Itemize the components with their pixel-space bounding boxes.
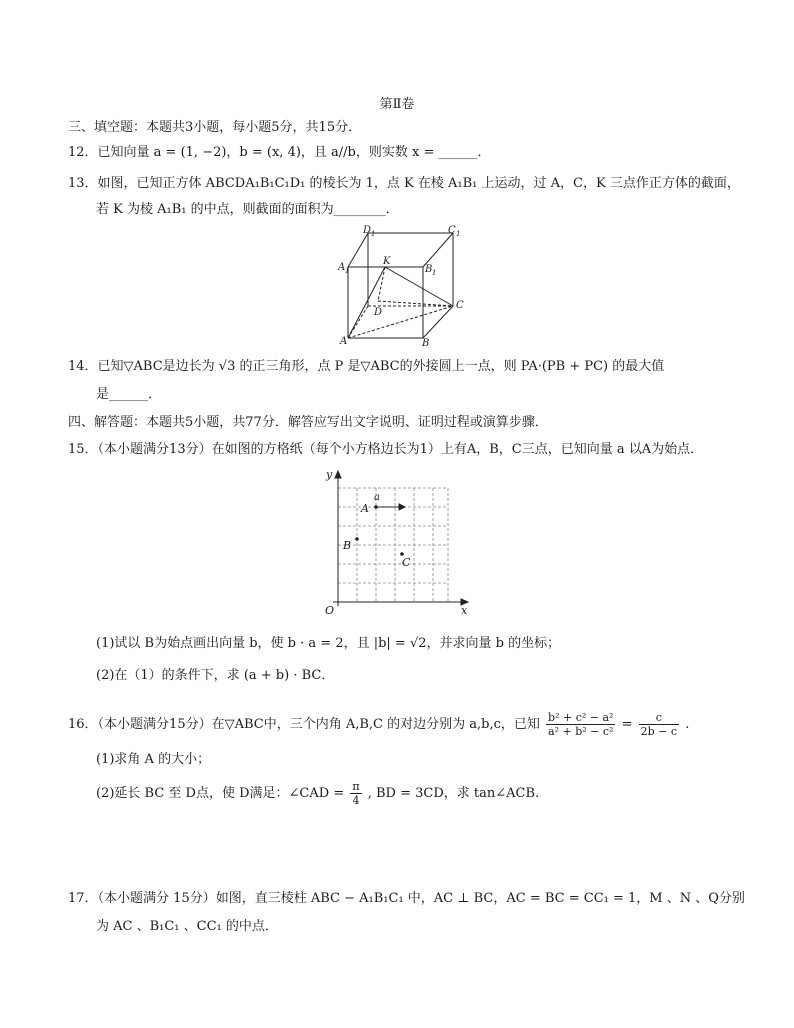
question-15-part1: (1)试以 B为始点画出向量 b，使 b · a = 2，且 |b| = √2，并求向量 b 的坐标； [96, 636, 561, 651]
question-15-part2: (2)在（1）的条件下，求 (a + b) · BC． [96, 668, 335, 683]
q16-equals: = [621, 717, 633, 732]
q16-part2-pre: (2)延长 BC 至 D点，使 D满足：∠CAD = [96, 786, 345, 801]
section-title: 第Ⅱ卷 [379, 97, 415, 112]
section3-heading: 三、填空题：本题共3小题，每小题5分，共15分． [68, 120, 362, 135]
section4-heading: 四、解答题：本题共5小题，共77分．解答应写出文字说明、证明过程或演算步骤． [68, 415, 548, 430]
q16-intro-pre: 16．（本小题满分15分）在▽ABC中，三个内角 A,B,C 的对边分别为 a,b,c，已知 [68, 717, 540, 732]
sub-D1: 1 [371, 230, 376, 238]
q16-fraction-2 [639, 711, 679, 738]
axis-y-label: y [326, 468, 333, 481]
q16-pi-num: π [352, 780, 360, 793]
label-K: K [383, 256, 391, 267]
cube-figure [330, 222, 470, 347]
sub-A1: 1 [345, 267, 350, 275]
question-12: 12．已知向量 a = (1, −2)，b = (x, 4)，且 a//b，则实数 x = ______． [68, 145, 491, 160]
label-D1: D [363, 225, 372, 236]
label-C1: C [448, 225, 456, 236]
grid-figure [315, 466, 480, 618]
point-A-label: A [361, 502, 369, 515]
label-A1: A [338, 262, 346, 273]
sub-C1: 1 [456, 230, 461, 238]
q16-intro-post: . [685, 717, 690, 732]
question-17-line2: 为 AC 、B₁C₁ 、CC₁ 的中点． [96, 919, 278, 934]
q16-frac2-num: c [639, 711, 679, 725]
q16-pi-fraction [350, 780, 361, 807]
point-B-label: B [343, 539, 352, 552]
label-B: B [422, 338, 430, 347]
question-16-part1: (1)求角 A 的大小； [96, 752, 211, 767]
vector-a-label: a [374, 492, 380, 503]
q16-frac1-den: a² + b² − c² [548, 725, 614, 738]
question-14-line1: 14．已知▽ABC是边长为 √3 的正三角形，点 P 是▽ABC的外接圆上一点，则 PA·(PB + PC) 的最大值 [68, 359, 665, 374]
q16-fraction-1 [546, 711, 615, 738]
q16-frac1-num: b² + c² − a² [548, 711, 614, 724]
q16-part2-post: , BD = 3CD，求 tan∠ACB. [367, 786, 540, 801]
point-C-label: C [402, 556, 411, 569]
question-16-intro [68, 711, 689, 738]
origin-label: O [325, 604, 335, 617]
label-A: A [340, 336, 348, 347]
question-16-part2 [96, 780, 539, 807]
sub-B1: 1 [432, 269, 437, 277]
question-15-intro: 15．（本小题满分13分）在如图的方格纸（每个小方格边长为1）上有A，B，C三点，已知向量 a 以A为始点． [68, 442, 704, 457]
question-14-line2: 是______． [96, 387, 162, 402]
label-C: C [456, 300, 464, 311]
question-13-line1: 13．如图，已知正方体 ABCDA₁B₁C₁D₁ 的棱长为 1，点 K 在棱 A₁B₁ 上运动，过 A，C，K 三点作正方体的截面， [68, 176, 740, 191]
question-17-line1: 17．（本小题满分 15分）如图，直三棱柱 ABC − A₁B₁C₁ 中，AC ⊥ BC，AC = BC = CC₁ = 1，M 、N 、Q分别 [68, 891, 745, 906]
label-D: D [374, 307, 383, 318]
question-13-line2: 若 K 为棱 A₁B₁ 的中点，则截面的面积为________． [96, 202, 399, 217]
q16-pi-den: 4 [352, 794, 360, 807]
q16-frac2-den: 2b − c [640, 725, 678, 738]
axis-x-label: x [461, 604, 468, 617]
label-B1: B [425, 264, 433, 275]
